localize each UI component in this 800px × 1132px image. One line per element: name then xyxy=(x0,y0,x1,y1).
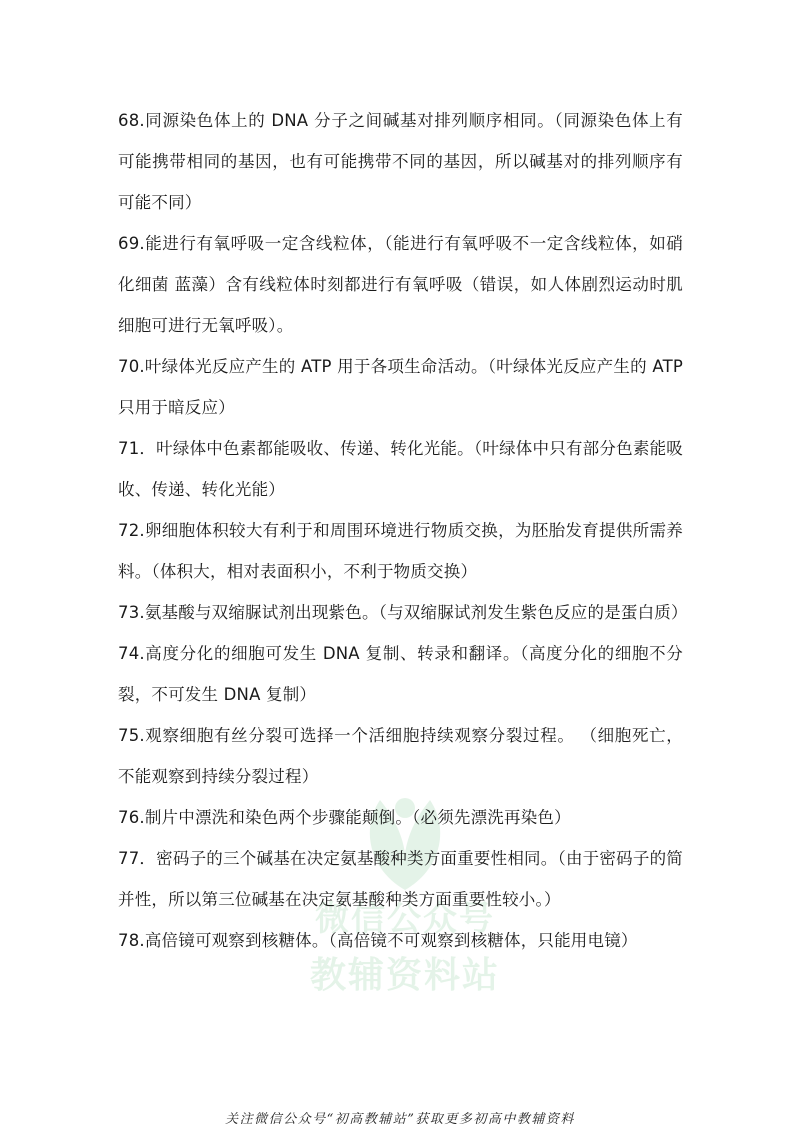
list-item: 76.制片中漂洗和染色两个步骤能颠倒。（必须先漂洗再染色） xyxy=(118,808,571,827)
list-item: 73.氨基酸与双缩脲试剂出现紫色。（与双缩脲试剂发生紫色反应的是蛋白质） xyxy=(118,603,688,622)
list-item: 74.高度分化的细胞可发生 DNA 复制、转录和翻译。（高度分化的细胞不分裂，不可发生 DNA 复制） xyxy=(118,644,683,704)
list-item: 75.观察细胞有丝分裂可选择一个活细胞持续观察分裂过程。 （细胞死亡，不能观察到持续分裂过程） xyxy=(118,726,683,786)
list-item: 69.能进行有氧呼吸一定含线粒体，（能进行有氧呼吸不一定含线粒体，如硝化细菌 蓝藻）含有线粒体时刻都进行有氧呼吸（错误，如人体剧烈运动时肌细胞可进行无氧呼吸）。 xyxy=(118,234,683,335)
list-item: 77．密码子的三个碱基在决定氨基酸种类方面重要性相同。（由于密码子的简并性，所以第三位碱基在决定氨基酸种类方面重要性较小。） xyxy=(118,849,683,909)
list-item: 68.同源染色体上的 DNA 分子之间碱基对排列顺序相同。（同源染色体上有可能携带相同的基因，也有可能携带不同的基因，所以碱基对的排列顺序有可能不同） xyxy=(118,111,683,212)
content-body xyxy=(118,100,688,961)
list-item: 70.叶绿体光反应产生的 ATP 用于各项生命活动。（叶绿体光反应产生的 ATP 只用于暗反应） xyxy=(118,357,683,417)
page-footer: 关注微信公众号“初高教辅站”获取更多初高中教辅资料 xyxy=(225,1112,575,1127)
watermark-line-1: 微信公众号 xyxy=(315,899,495,939)
list-item: 71．叶绿体中色素都能吸收、传递、转化光能。（叶绿体中只有部分色素能吸收、传递、转化光能） xyxy=(118,439,683,499)
list-item: 78.高倍镜可观察到核糖体。（高倍镜不可观察到核糖体，只能用电镜） xyxy=(118,931,638,950)
watermark-line-2: 教辅资料站 xyxy=(309,955,500,996)
list-item: 72.卵细胞体积较大有利于和周围环境进行物质交换，为胚胎发育提供所需养料。（体积大，相对表面积小，不利于物质交换） xyxy=(118,521,683,581)
